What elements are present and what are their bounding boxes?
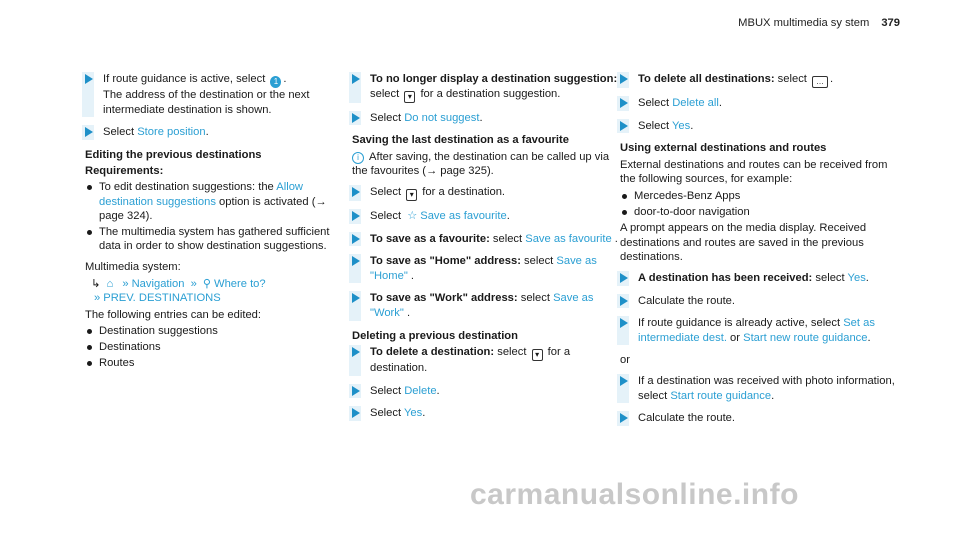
list-item: door-to-door navigation <box>620 205 900 220</box>
step-arrow-icon <box>352 293 360 303</box>
yes-link[interactable]: Yes <box>672 119 691 132</box>
list-item: Destination suggestions <box>85 324 335 339</box>
step-arrow-icon <box>620 376 628 386</box>
page-number: 379 <box>881 17 900 29</box>
watermark: carmanualsonline.info <box>470 478 799 511</box>
nav-path <box>91 277 335 306</box>
step-store-position: Select Store position. <box>85 125 335 140</box>
list-item: The multimedia system has gathered sufficient data in order to show destination suggestions. <box>85 225 335 254</box>
step-delete-all: To delete all destinations: select … . <box>620 72 900 88</box>
step-arrow-icon <box>620 98 628 108</box>
save-as-home-link[interactable]: Save as "Home" <box>370 255 597 282</box>
info-icon: i <box>352 152 364 164</box>
step-delete-destination: To delete a destination: select ▾ for a destination. <box>352 345 620 376</box>
step-arrow-icon <box>352 211 360 221</box>
step-arrow-icon <box>620 413 628 423</box>
step-photo-info: If a destination was received with photo information, select Start route guidance. <box>620 374 900 403</box>
step-save-favourite-2: To save as a favourite: select Save as favourite . <box>352 232 620 247</box>
step-arrow-icon <box>352 74 360 84</box>
step-arrow-icon <box>352 187 360 197</box>
dropdown-icon: ▾ <box>532 349 543 361</box>
yes-link[interactable]: Yes <box>847 271 866 284</box>
multimedia-label: Multimedia system: <box>85 260 181 273</box>
prompt-paragraph: A prompt appears on the media display. Received destinations and routes are saved in the previous destinations. <box>620 222 867 264</box>
store-position-link[interactable]: Store position <box>137 126 206 139</box>
nav-navigation[interactable]: Navigation <box>131 277 185 290</box>
start-new-route-link[interactable]: Start new route guidance <box>743 331 868 344</box>
star-icon: ☆ <box>407 209 418 222</box>
step-select-delete-all: Select Delete all. <box>620 96 900 111</box>
step-arrow-icon <box>352 234 360 244</box>
step-no-longer-display: To no longer display a destination suggestion: select ▾ for a destination suggestion. <box>352 72 620 103</box>
step-do-not-suggest: Select Do not suggest. <box>352 111 620 126</box>
step-arrow-icon <box>352 408 360 418</box>
start-route-guidance-link[interactable]: Start route guidance <box>670 389 772 402</box>
step-arrow-icon <box>620 296 628 306</box>
step-select-destination: Select ▾ for a destination. <box>352 185 620 201</box>
column-2 <box>352 72 620 429</box>
list-item: Mercedes-Benz Apps <box>620 189 900 204</box>
more-options-icon: … <box>812 76 828 88</box>
delete-link[interactable]: Delete <box>404 384 437 397</box>
step-arrow-icon <box>85 127 93 137</box>
nav-where-to[interactable]: Where to? <box>214 277 266 290</box>
step-arrow-icon <box>620 74 628 84</box>
step-arrow-icon <box>352 113 360 123</box>
step-save-work: To save as "Work" address: select Save as "Work" . <box>352 291 620 320</box>
step-route-guidance: If route guidance is active, select 1 . The address of the destination or the next intermediate destination is shown. <box>85 72 335 117</box>
section-heading-edit: Editing the previous destinations <box>85 148 262 161</box>
step-select-delete: Select Delete. <box>352 384 620 399</box>
home-icon: ⌂ <box>106 277 114 290</box>
step-arrow-icon <box>352 347 360 357</box>
section-heading-delete: Deleting a previous destination <box>352 329 518 342</box>
list-item: Routes <box>85 356 335 371</box>
requirements-label: Requirements: <box>85 165 164 178</box>
edit-intro: The following entries can be edited: <box>85 308 262 321</box>
save-as-favourite-link[interactable]: Save as favourite <box>525 232 612 245</box>
chevron-right-icon: » <box>122 277 129 290</box>
info-note: i After saving, the destination can be called up via the favourites (→ page 325). <box>352 150 610 178</box>
step-arrow-icon <box>620 121 628 131</box>
column-1 <box>85 72 335 371</box>
save-as-work-link[interactable]: Save as "Work" <box>370 292 594 319</box>
list-item: To edit destination suggestions: the Allow destination suggestions option is activated (→ page 324). <box>85 180 335 224</box>
do-not-suggest-link[interactable]: Do not suggest <box>404 111 480 124</box>
page-header <box>738 16 900 31</box>
external-intro: External destinations and routes can be received from the following sources, for example: <box>620 158 888 186</box>
delete-all-link[interactable]: Delete all <box>672 97 719 109</box>
save-as-favourite-link[interactable]: Save as favourite <box>420 209 507 222</box>
section-heading-external: Using external destinations and routes <box>620 142 827 155</box>
allow-suggestions-link[interactable]: Allow destination suggestions <box>99 180 303 208</box>
step-save-favourite: Select ☆ Save as favourite. <box>352 209 620 224</box>
set-intermediate-link[interactable]: Set as intermediate dest. <box>638 317 875 344</box>
nav-prev-destinations[interactable]: PREV. DESTINATIONS <box>103 292 221 305</box>
list-item: Destinations <box>85 340 335 355</box>
callout-number-icon: 1 <box>270 76 281 88</box>
column-3 <box>620 72 900 434</box>
chevron-right-icon: » <box>94 292 101 305</box>
yes-link[interactable]: Yes <box>404 407 423 420</box>
path-start-icon: ↳ <box>91 277 101 290</box>
section-heading-save: Saving the last destination as a favourite <box>352 134 569 147</box>
dropdown-icon: ▾ <box>406 189 417 201</box>
header-title: MBUX multimedia sy stem <box>738 17 870 29</box>
step-arrow-icon <box>620 318 628 328</box>
step-arrow-icon <box>352 386 360 396</box>
step-save-home: To save as "Home" address: select Save as "Home" . <box>352 254 620 283</box>
step-arrow-icon <box>352 256 360 266</box>
step-calculate-route-2: Calculate the route. <box>620 411 900 426</box>
step-guidance-active: If route guidance is already active, select Set as intermediate dest. or Start new route guidance. <box>620 316 900 345</box>
step-calculate-route: Calculate the route. <box>620 294 900 309</box>
step-select-yes: Select Yes. <box>352 406 620 421</box>
dropdown-icon: ▾ <box>404 91 415 103</box>
step-arrow-icon <box>620 273 628 283</box>
or-label: or <box>620 354 630 367</box>
search-icon: ⚲ <box>202 277 212 290</box>
step-select-yes: Select Yes. <box>620 119 900 134</box>
step-arrow-icon <box>85 74 93 84</box>
chevron-right-icon: » <box>190 277 197 290</box>
step-destination-received: A destination has been received: select Yes. <box>620 271 900 286</box>
